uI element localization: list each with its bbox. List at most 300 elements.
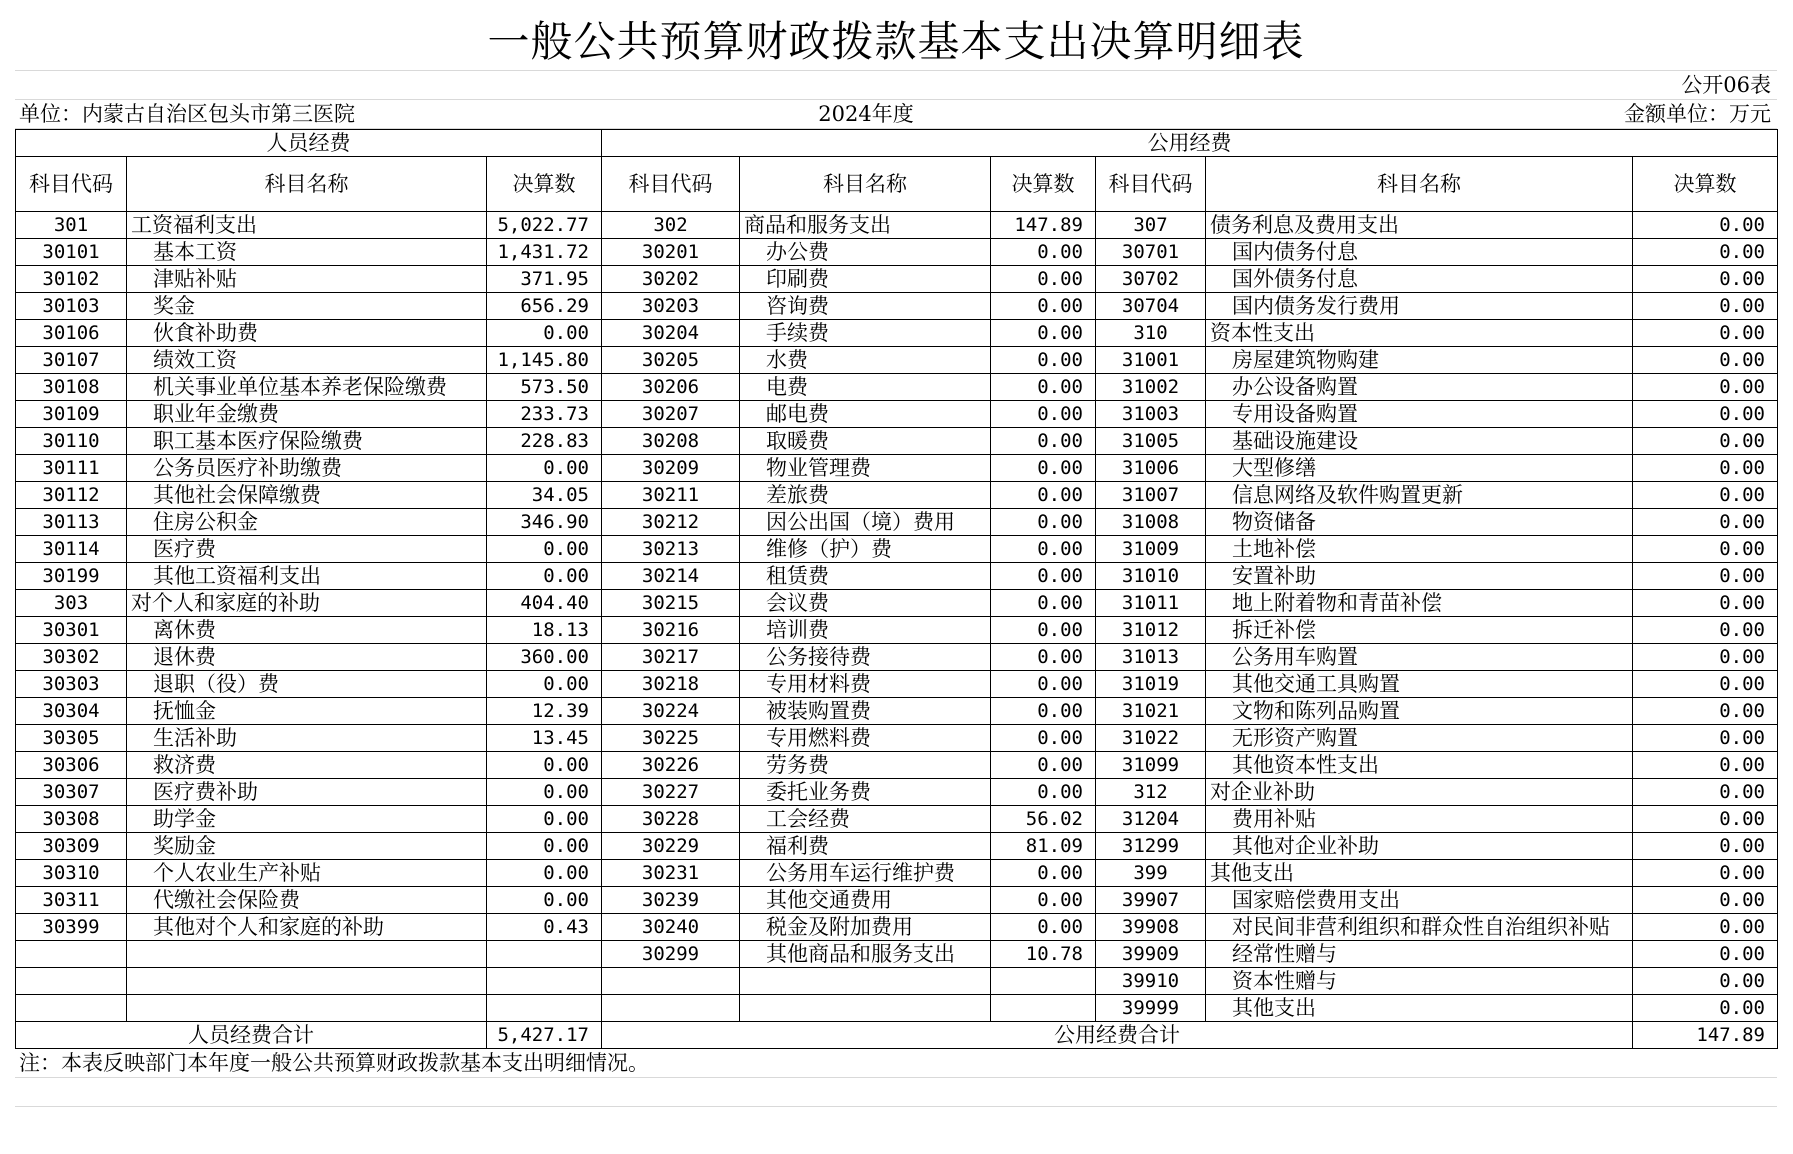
other-item-code: 31005 [1096, 428, 1206, 455]
table-row [16, 212, 1778, 239]
personnel-item-amount: 0.00 [487, 455, 602, 482]
other-item-name: 其他资本性支出 [1206, 752, 1633, 779]
personnel-item-name: 绩效工资 [127, 347, 487, 374]
goods-item-name: 商品和服务支出 [740, 212, 991, 239]
table-row [16, 482, 1778, 509]
personnel-item-amount [487, 941, 602, 968]
personnel-item-code: 30306 [16, 752, 127, 779]
other-item-code: 31001 [1096, 347, 1206, 374]
other-item-code: 39908 [1096, 914, 1206, 941]
personnel-item-code [16, 968, 127, 995]
goods-item-name: 维修（护）费 [740, 536, 991, 563]
other-item-name: 国家赔偿费用支出 [1206, 887, 1633, 914]
other-item-code: 31099 [1096, 752, 1206, 779]
personnel-item-name: 公务员医疗补助缴费 [127, 455, 487, 482]
other-item-amount: 0.00 [1633, 725, 1778, 752]
table-row [16, 293, 1778, 320]
other-item-code: 312 [1096, 779, 1206, 806]
other-item-amount: 0.00 [1633, 833, 1778, 860]
other-item-amount: 0.00 [1633, 428, 1778, 455]
other-item-amount: 0.00 [1633, 968, 1778, 995]
other-item-name: 公务用车购置 [1206, 644, 1633, 671]
goods-item-name: 水费 [740, 347, 991, 374]
goods-item-code: 302 [602, 212, 740, 239]
other-item-name: 地上附着物和青苗补偿 [1206, 590, 1633, 617]
goods-item-code: 30205 [602, 347, 740, 374]
personnel-item-code: 30103 [16, 293, 127, 320]
other-item-code: 31010 [1096, 563, 1206, 590]
other-item-code: 31013 [1096, 644, 1206, 671]
personnel-item-code: 30113 [16, 509, 127, 536]
goods-item-code: 30215 [602, 590, 740, 617]
personnel-item-name [127, 968, 487, 995]
report-sheet [15, 14, 1777, 1107]
goods-item-amount: 0.00 [991, 725, 1096, 752]
personnel-item-name: 医疗费补助 [127, 779, 487, 806]
personnel-item-name: 退职（役）费 [127, 671, 487, 698]
personnel-item-amount [487, 995, 602, 1022]
other-item-name: 物资储备 [1206, 509, 1633, 536]
personnel-total-amount: 5,427.17 [487, 1022, 602, 1049]
goods-item-code: 30209 [602, 455, 740, 482]
table-row [16, 509, 1778, 536]
goods-item-name: 物业管理费 [740, 455, 991, 482]
goods-item-amount: 147.89 [991, 212, 1096, 239]
goods-item-code: 30228 [602, 806, 740, 833]
personnel-item-amount: 404.40 [487, 590, 602, 617]
goods-item-name: 其他交通费用 [740, 887, 991, 914]
goods-item-name [740, 995, 991, 1022]
other-item-code: 31006 [1096, 455, 1206, 482]
other-item-amount: 0.00 [1633, 455, 1778, 482]
personnel-item-amount: 0.00 [487, 563, 602, 590]
table-row [16, 266, 1778, 293]
goods-item-code: 30206 [602, 374, 740, 401]
other-item-code: 30702 [1096, 266, 1206, 293]
col-header-code: 科目代码 [1096, 157, 1206, 212]
personnel-item-name: 对个人和家庭的补助 [127, 590, 487, 617]
personnel-item-code: 30309 [16, 833, 127, 860]
goods-item-name: 被装购置费 [740, 698, 991, 725]
personnel-item-name: 个人农业生产补贴 [127, 860, 487, 887]
col-header-code: 科目代码 [16, 157, 127, 212]
other-item-code: 31009 [1096, 536, 1206, 563]
goods-item-amount: 0.00 [991, 401, 1096, 428]
other-item-code: 31299 [1096, 833, 1206, 860]
personnel-item-amount: 0.00 [487, 887, 602, 914]
goods-item-amount: 0.00 [991, 293, 1096, 320]
goods-item-code: 30231 [602, 860, 740, 887]
goods-item-amount: 0.00 [991, 887, 1096, 914]
column-header-row [16, 157, 1778, 212]
col-header-name: 科目名称 [127, 157, 487, 212]
other-item-name: 安置补助 [1206, 563, 1633, 590]
other-item-amount: 0.00 [1633, 293, 1778, 320]
personnel-item-code: 30107 [16, 347, 127, 374]
other-item-code: 31204 [1096, 806, 1206, 833]
personnel-item-amount: 0.00 [487, 536, 602, 563]
personnel-item-name: 伙食补助费 [127, 320, 487, 347]
personnel-item-code [16, 941, 127, 968]
goods-item-amount: 81.09 [991, 833, 1096, 860]
personnel-item-amount: 0.00 [487, 320, 602, 347]
col-header-amount: 决算数 [487, 157, 602, 212]
other-item-amount: 0.00 [1633, 914, 1778, 941]
personnel-item-name: 抚恤金 [127, 698, 487, 725]
currency-unit: 金额单位：万元 [1624, 102, 1771, 126]
other-item-amount: 0.00 [1633, 536, 1778, 563]
goods-item-name: 电费 [740, 374, 991, 401]
personnel-item-code: 30310 [16, 860, 127, 887]
goods-item-amount: 0.00 [991, 482, 1096, 509]
other-item-name: 资本性赠与 [1206, 968, 1633, 995]
table-row [16, 887, 1778, 914]
personnel-item-amount: 0.43 [487, 914, 602, 941]
other-item-amount: 0.00 [1633, 401, 1778, 428]
goods-item-code: 30226 [602, 752, 740, 779]
goods-item-amount: 56.02 [991, 806, 1096, 833]
goods-item-name: 专用材料费 [740, 671, 991, 698]
personnel-item-name: 助学金 [127, 806, 487, 833]
personnel-item-code: 30307 [16, 779, 127, 806]
personnel-item-name: 工资福利支出 [127, 212, 487, 239]
goods-item-code: 30201 [602, 239, 740, 266]
personnel-item-amount: 1,431.72 [487, 239, 602, 266]
other-item-amount: 0.00 [1633, 266, 1778, 293]
table-row [16, 779, 1778, 806]
other-item-amount: 0.00 [1633, 347, 1778, 374]
other-item-amount: 0.00 [1633, 482, 1778, 509]
personnel-item-amount: 0.00 [487, 833, 602, 860]
personnel-total-label: 人员经费合计 [16, 1022, 487, 1049]
goods-item-code: 30202 [602, 266, 740, 293]
personnel-item-name: 津贴补贴 [127, 266, 487, 293]
personnel-item-code: 30301 [16, 617, 127, 644]
goods-item-name: 印刷费 [740, 266, 991, 293]
goods-item-name: 公务用车运行维护费 [740, 860, 991, 887]
goods-item-name: 培训费 [740, 617, 991, 644]
other-item-amount: 0.00 [1633, 239, 1778, 266]
col-header-amount: 决算数 [1633, 157, 1778, 212]
goods-item-code: 30239 [602, 887, 740, 914]
goods-item-amount [991, 995, 1096, 1022]
other-item-code: 31011 [1096, 590, 1206, 617]
other-item-amount: 0.00 [1633, 320, 1778, 347]
personnel-item-code: 30303 [16, 671, 127, 698]
goods-item-amount: 0.00 [991, 374, 1096, 401]
other-item-code: 39907 [1096, 887, 1206, 914]
goods-item-name [740, 968, 991, 995]
other-item-name: 其他交通工具购置 [1206, 671, 1633, 698]
personnel-item-code: 30106 [16, 320, 127, 347]
table-row [16, 536, 1778, 563]
personnel-item-amount: 18.13 [487, 617, 602, 644]
goods-item-code: 30217 [602, 644, 740, 671]
personnel-item-amount: 371.95 [487, 266, 602, 293]
table-row [16, 806, 1778, 833]
personnel-item-code: 30308 [16, 806, 127, 833]
goods-item-amount: 0.00 [991, 563, 1096, 590]
other-item-code: 31003 [1096, 401, 1206, 428]
other-item-code: 39909 [1096, 941, 1206, 968]
other-item-code: 39910 [1096, 968, 1206, 995]
goods-item-code: 30204 [602, 320, 740, 347]
col-header-amount: 决算数 [991, 157, 1096, 212]
other-item-name: 国外债务付息 [1206, 266, 1633, 293]
goods-item-name: 咨询费 [740, 293, 991, 320]
personnel-item-amount: 0.00 [487, 671, 602, 698]
group-header-row [16, 130, 1778, 157]
other-item-code: 31022 [1096, 725, 1206, 752]
personnel-item-code: 30114 [16, 536, 127, 563]
form-number: 公开06表 [1681, 73, 1771, 97]
personnel-item-name: 其他社会保障缴费 [127, 482, 487, 509]
other-item-name: 文物和陈列品购置 [1206, 698, 1633, 725]
goods-item-code: 30211 [602, 482, 740, 509]
goods-item-name: 委托业务费 [740, 779, 991, 806]
goods-item-amount: 0.00 [991, 266, 1096, 293]
other-item-code: 39999 [1096, 995, 1206, 1022]
goods-item-amount: 0.00 [991, 347, 1096, 374]
personnel-item-amount: 233.73 [487, 401, 602, 428]
goods-item-amount: 0.00 [991, 671, 1096, 698]
personnel-item-code: 30399 [16, 914, 127, 941]
other-item-name: 办公设备购置 [1206, 374, 1633, 401]
goods-item-code: 30227 [602, 779, 740, 806]
personnel-item-code: 30111 [16, 455, 127, 482]
other-item-amount: 0.00 [1633, 671, 1778, 698]
other-item-name: 拆迁补偿 [1206, 617, 1633, 644]
table-row [16, 455, 1778, 482]
personnel-item-name: 生活补助 [127, 725, 487, 752]
goods-item-code: 30216 [602, 617, 740, 644]
goods-item-name: 因公出国（境）费用 [740, 509, 991, 536]
other-item-amount: 0.00 [1633, 563, 1778, 590]
table-row [16, 590, 1778, 617]
table-row [16, 320, 1778, 347]
other-item-code: 31008 [1096, 509, 1206, 536]
public-group-header: 公用经费 [602, 130, 1778, 157]
goods-item-amount [991, 968, 1096, 995]
personnel-item-amount: 1,145.80 [487, 347, 602, 374]
col-header-name: 科目名称 [1206, 157, 1633, 212]
other-item-code: 31007 [1096, 482, 1206, 509]
personnel-item-code: 301 [16, 212, 127, 239]
goods-item-name: 手续费 [740, 320, 991, 347]
personnel-item-name: 退休费 [127, 644, 487, 671]
personnel-item-name: 奖励金 [127, 833, 487, 860]
personnel-item-name: 离休费 [127, 617, 487, 644]
goods-item-name: 税金及附加费用 [740, 914, 991, 941]
other-item-name: 其他支出 [1206, 860, 1633, 887]
other-item-name: 房屋建筑物购建 [1206, 347, 1633, 374]
personnel-item-code: 30199 [16, 563, 127, 590]
goods-item-code: 30218 [602, 671, 740, 698]
goods-item-amount: 10.78 [991, 941, 1096, 968]
goods-item-name: 工会经费 [740, 806, 991, 833]
personnel-item-code: 30304 [16, 698, 127, 725]
goods-item-name: 其他商品和服务支出 [740, 941, 991, 968]
goods-item-amount: 0.00 [991, 617, 1096, 644]
personnel-item-name [127, 941, 487, 968]
personnel-item-amount: 0.00 [487, 860, 602, 887]
goods-item-name: 福利费 [740, 833, 991, 860]
goods-item-name: 劳务费 [740, 752, 991, 779]
table-row [16, 347, 1778, 374]
blank-grid-row [15, 1078, 1777, 1107]
goods-item-code: 30208 [602, 428, 740, 455]
other-item-code: 31002 [1096, 374, 1206, 401]
goods-item-code [602, 995, 740, 1022]
personnel-item-code: 303 [16, 590, 127, 617]
table-row [16, 239, 1778, 266]
other-item-code: 30704 [1096, 293, 1206, 320]
personnel-item-code: 30311 [16, 887, 127, 914]
personnel-item-name: 代缴社会保险费 [127, 887, 487, 914]
footnote: 注：本表反映部门本年度一般公共预算财政拨款基本支出明细情况。 [15, 1049, 1777, 1078]
table-row [16, 833, 1778, 860]
goods-item-amount: 0.00 [991, 779, 1096, 806]
table-row [16, 617, 1778, 644]
goods-item-amount: 0.00 [991, 644, 1096, 671]
personnel-item-amount: 0.00 [487, 779, 602, 806]
other-item-name: 国内债务发行费用 [1206, 293, 1633, 320]
other-item-name: 其他对企业补助 [1206, 833, 1633, 860]
goods-item-name: 会议费 [740, 590, 991, 617]
other-item-code: 31019 [1096, 671, 1206, 698]
page-title: 一般公共预算财政拨款基本支出决算明细表 [15, 14, 1777, 71]
personnel-item-amount: 13.45 [487, 725, 602, 752]
personnel-item-amount: 573.50 [487, 374, 602, 401]
other-item-code: 399 [1096, 860, 1206, 887]
other-item-name: 信息网络及软件购置更新 [1206, 482, 1633, 509]
other-item-name: 经常性赠与 [1206, 941, 1633, 968]
other-item-code: 31021 [1096, 698, 1206, 725]
personnel-item-code: 30112 [16, 482, 127, 509]
personnel-item-name: 医疗费 [127, 536, 487, 563]
other-item-name: 无形资产购置 [1206, 725, 1633, 752]
table-row [16, 752, 1778, 779]
report-info-row [15, 100, 1777, 129]
goods-item-code: 30240 [602, 914, 740, 941]
goods-item-code: 30203 [602, 293, 740, 320]
personnel-item-name: 基本工资 [127, 239, 487, 266]
goods-item-code: 30299 [602, 941, 740, 968]
expenditure-table [15, 129, 1778, 1049]
other-item-name: 资本性支出 [1206, 320, 1633, 347]
table-row [16, 995, 1778, 1022]
goods-item-name: 取暖费 [740, 428, 991, 455]
public-total-amount: 147.89 [1633, 1022, 1778, 1049]
goods-item-name: 差旅费 [740, 482, 991, 509]
other-item-amount: 0.00 [1633, 374, 1778, 401]
form-number-row [15, 71, 1777, 100]
personnel-item-amount: 0.00 [487, 806, 602, 833]
table-row [16, 401, 1778, 428]
table-row [16, 644, 1778, 671]
goods-item-name: 专用燃料费 [740, 725, 991, 752]
personnel-item-code: 30302 [16, 644, 127, 671]
totals-row [16, 1022, 1778, 1049]
table-row [16, 914, 1778, 941]
other-item-name: 土地补偿 [1206, 536, 1633, 563]
col-header-name: 科目名称 [740, 157, 991, 212]
other-item-amount: 0.00 [1633, 698, 1778, 725]
goods-item-code: 30214 [602, 563, 740, 590]
goods-item-amount: 0.00 [991, 239, 1096, 266]
fiscal-year: 2024年度 [818, 102, 914, 126]
goods-item-amount: 0.00 [991, 428, 1096, 455]
goods-item-amount: 0.00 [991, 509, 1096, 536]
personnel-item-code: 30102 [16, 266, 127, 293]
table-row [16, 941, 1778, 968]
personnel-item-name [127, 995, 487, 1022]
other-item-name: 债务利息及费用支出 [1206, 212, 1633, 239]
table-body [16, 212, 1778, 1022]
other-item-name: 专用设备购置 [1206, 401, 1633, 428]
other-item-amount: 0.00 [1633, 590, 1778, 617]
other-item-amount: 0.00 [1633, 212, 1778, 239]
personnel-item-amount: 0.00 [487, 752, 602, 779]
goods-item-amount: 0.00 [991, 752, 1096, 779]
other-item-name: 对民间非营利组织和群众性自治组织补贴 [1206, 914, 1633, 941]
other-item-name: 对企业补助 [1206, 779, 1633, 806]
personnel-item-name: 奖金 [127, 293, 487, 320]
goods-item-amount: 0.00 [991, 914, 1096, 941]
personnel-item-amount: 34.05 [487, 482, 602, 509]
personnel-item-code: 30108 [16, 374, 127, 401]
goods-item-amount: 0.00 [991, 320, 1096, 347]
personnel-item-name: 住房公积金 [127, 509, 487, 536]
personnel-item-name: 职业年金缴费 [127, 401, 487, 428]
other-item-name: 费用补贴 [1206, 806, 1633, 833]
personnel-item-amount: 360.00 [487, 644, 602, 671]
goods-item-code: 30213 [602, 536, 740, 563]
personnel-item-amount: 346.90 [487, 509, 602, 536]
other-item-name: 基础设施建设 [1206, 428, 1633, 455]
other-item-amount: 0.00 [1633, 644, 1778, 671]
other-item-amount: 0.00 [1633, 995, 1778, 1022]
personnel-item-code: 30305 [16, 725, 127, 752]
personnel-item-name: 救济费 [127, 752, 487, 779]
table-row [16, 374, 1778, 401]
other-item-amount: 0.00 [1633, 806, 1778, 833]
goods-item-code: 30224 [602, 698, 740, 725]
reporting-unit: 单位：内蒙古自治区包头市第三医院 [19, 102, 355, 126]
personnel-item-name: 机关事业单位基本养老保险缴费 [127, 374, 487, 401]
other-item-name: 其他支出 [1206, 995, 1633, 1022]
goods-item-name: 租赁费 [740, 563, 991, 590]
personnel-item-amount: 12.39 [487, 698, 602, 725]
other-item-amount: 0.00 [1633, 617, 1778, 644]
other-item-amount: 0.00 [1633, 887, 1778, 914]
personnel-item-code: 30109 [16, 401, 127, 428]
goods-item-amount: 0.00 [991, 860, 1096, 887]
other-item-code: 30701 [1096, 239, 1206, 266]
other-item-amount: 0.00 [1633, 860, 1778, 887]
personnel-item-amount: 228.83 [487, 428, 602, 455]
other-item-amount: 0.00 [1633, 941, 1778, 968]
other-item-name: 大型修缮 [1206, 455, 1633, 482]
goods-item-code: 30207 [602, 401, 740, 428]
personnel-item-code: 30101 [16, 239, 127, 266]
table-row [16, 698, 1778, 725]
other-item-code: 31012 [1096, 617, 1206, 644]
goods-item-amount: 0.00 [991, 455, 1096, 482]
personnel-item-name: 职工基本医疗保险缴费 [127, 428, 487, 455]
goods-item-code [602, 968, 740, 995]
personnel-item-amount [487, 968, 602, 995]
